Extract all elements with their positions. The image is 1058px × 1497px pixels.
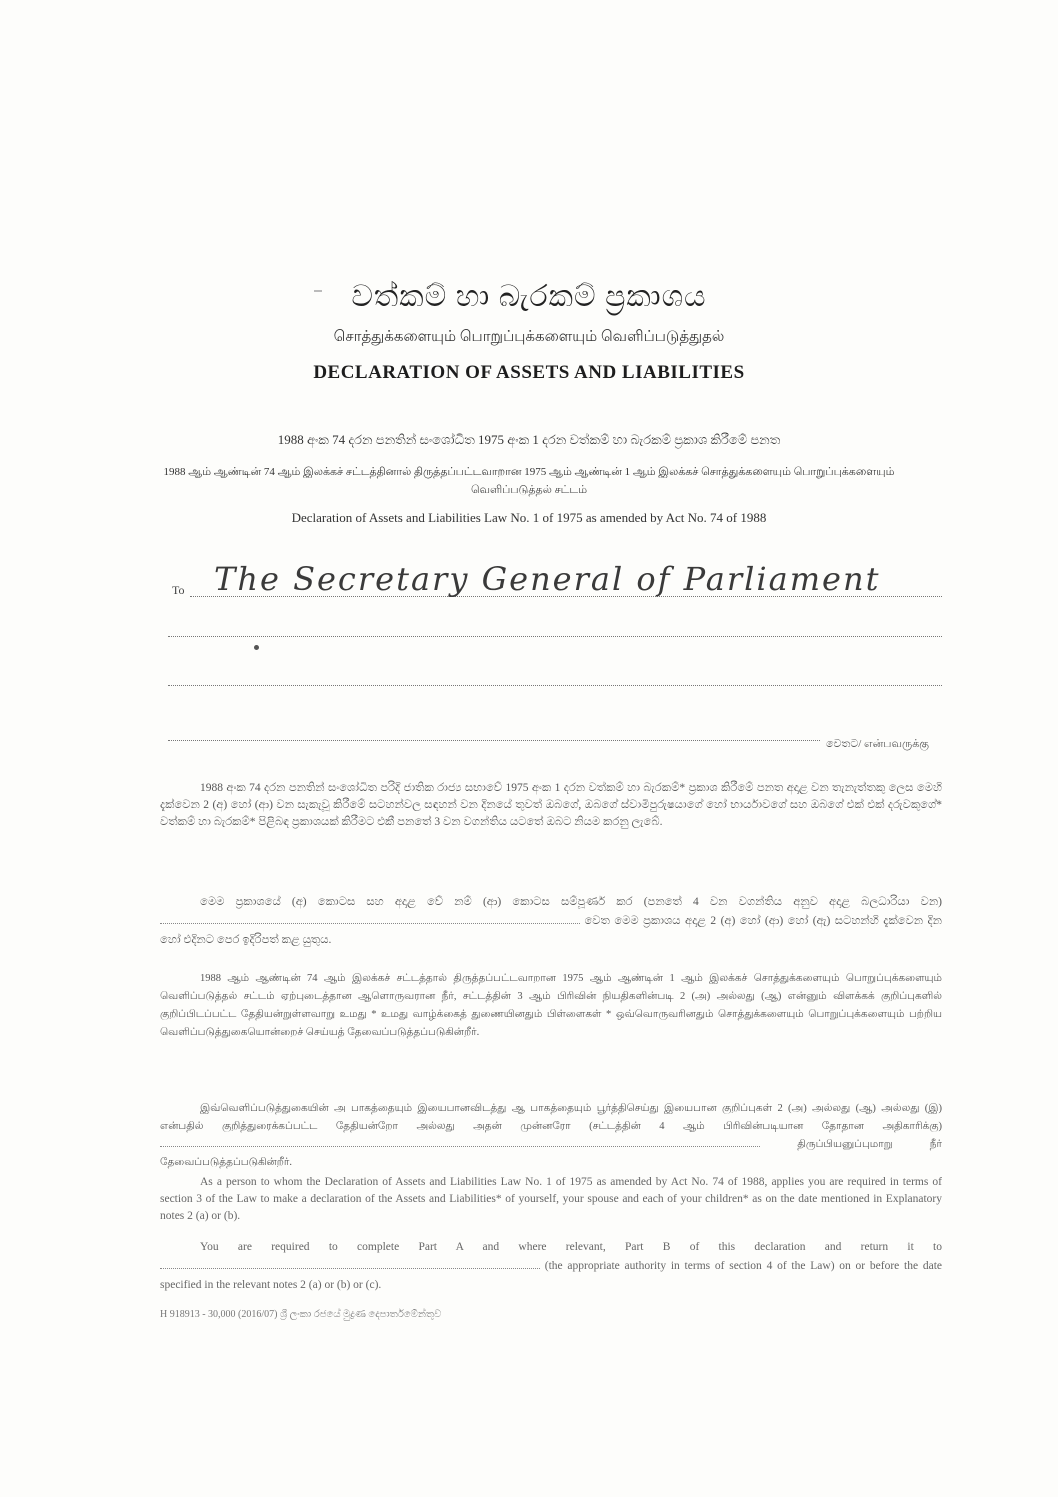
paragraph-tamil-2-part1: இவ்வெளிப்படுத்துகையின் அ பாகத்தையும் இயைபானவிடத்து ஆ பாகத்தையும் பூர்த்திசெய்து இயைபான குறிப்புகள் 2 (அ) அல்லது (ஆ) அல்லது (இ) என்பதில் குறித்துரைக்கப்பட்ட தேதியன்றோ அல்லது அதன் முன்னரோ (சட்டத்தின் 4 ஆம் பிரிவின்படியான தோதான அதிகாரிக்கு) [160,1103,942,1132]
to-label: To [172,583,185,597]
authority-line-sinhala[interactable] [160,923,580,924]
paragraph-sinhala-2 [160,893,942,950]
paragraph-sinhala-1: 1988 අංක 74 දරන පනතින් සංශෝධිත පරිදි ජාතික රාජ්‍ය සභාවේ 1975 අංක 1 දරන වත්කම් හා බැරකම්* ප්‍රකාශ කිරීමේ පනත අදාළ වන තැනැත්තකු ලෙස මෙහි දැක්වෙන 2 (අ) හෝ (ආ) වන සැකැවූ කිරීමේ සටහන්වල සඳහන් වන දිනයේ තුවත් ඔබගේ, ඔබගේ ස්වාමිපුරුෂයාගේ හෝ භාර්යාවගේ සහ ඔබගේ එක් එක් දරුවකුගේ* වත්කම් හා බැරකම්* පිළිබඳ ප්‍රකාශයක් කිරීමට එකී පනතේ 3 වන වගන්තිය යටතේ ඔබට නියම කරනු ලැබේ. [160,782,942,828]
paragraph-tamil-2 [160,1100,942,1172]
authority-line-english[interactable] [160,1268,540,1269]
address-line-4[interactable] [168,740,820,741]
law-reference-sinhala: 1988 අංක 74 දරන පනතින් සංශෝධිත 1975 අංක 1 දරන වත්කම් හා බැරකම් ප්‍රකාශ කිරීමේ පනත [277,432,781,447]
law-reference-tamil-line2: வெளிப்படுத்தல் சட்டம் [470,484,588,496]
title-tamil: சொத்துக்களையும் பொறுப்புக்களையும் வெளிப்படுத்துதல் [333,329,725,345]
paragraph-english-2 [160,1238,942,1295]
printer-imprint: H 918913 - 30,000 (2016/07) ශ්‍රී ලංකා රජයේ මුද්‍රණ දෙපාර්තමේන්තුව [160,1309,442,1320]
law-reference-tamil-line1: 1988 ஆம் ஆண்டின் 74 ஆம் இலக்கச் சட்டத்தினால் திருத்தப்பட்டவாறான 1975 ஆம் ஆண்டின் 1 ஆம் இலக்கச் சொத்துக்களையும் பொறுப்புக்களையும் [163,466,895,478]
paragraph-sinhala-2-part1: මෙම ප්‍රකාශයේ (අ) කොටස සහ අදාළ වේ නම් (ආ) කොටස සම්පූර්ණ කර (පනතේ 4 වන වගන්තිය අනුව අදාළ බලධාරියා වන) [200,896,942,908]
paragraph-tamil-1: 1988 ஆம் ஆண்டின் 74 ஆம் இலக்கச் சட்டத்தால் திருத்தப்பட்டவாறான 1975 ஆம் ஆண்டின் 1 ஆம் இலக்கச் சொத்துக்களையும் பொறுப்புக்களையும் வெளிப்படுத்தல் சட்டம் ஏற்புடைத்தான ஆளொருவரான நீர், சட்டத்தின் 3 ஆம் பிரிவின் நியதிகளின்படி 2 (அ) அல்லது (ஆ) என்னும் விளக்கக் குறிப்புகளில் குறிப்பிடப்பட்ட தேதியன்றுள்ளவாறு உமது * உமது வாழ்க்கைத் துணையினதும் பிள்ளைகள் * ஒவ்வொருவரினதும் சொத்துக்களையும் பொறுப்புக்களையும் பற்றிய வெளிப்படுத்துகையொன்றைச் செய்யத் தேவைப்படுத்தப்படுகின்றீர். [160,973,942,1038]
paragraph-english-2-part2: (the appropriate authority in terms of section 4 of the Law) on or before the date specified in the relevant notes 2 (a) or (b) or (c). [160,1260,943,1291]
paragraph-sinhala-2-part2: වෙත මෙම ප්‍රකාශය අදාළ 2 (අ) හෝ (ආ) හෝ (ඇ) සටහන්හි දැක්වෙන දින හෝ එදිනට පෙර ඉදිරිපත් කළ යුතුය. [160,915,942,946]
scan-dot [254,645,259,650]
handwritten-addressee: The Secretary General of Parliament [214,560,881,598]
paragraph-english-2-part1: You are required to complete Part A and where relevant, Part B of this declaration and return it to [200,1241,942,1253]
authority-line-tamil[interactable] [160,1146,760,1147]
address-suffix-label: වෙතට/ என்பவருக்கு [826,738,929,750]
paragraph-tamil-2-part2: திருப்பியனுப்புமாறு நீர் தேவைப்படுத்தப்படுகின்றீர். [160,1139,942,1168]
paragraph-english-1: As a person to whom the Declaration of Assets and Liabilities Law No. 1 of 1975 as amended by Act No. 74 of 1988, applies you are required in terms of section 3 of the Law to make a declaration of the Assets and Liabilities* of yourself, your spouse and each of your children* as on the date mentioned in Explanatory notes 2 (a) or (b). [160,1176,942,1222]
title-english: DECLARATION OF ASSETS AND LIABILITIES [313,362,745,383]
law-reference-english: Declaration of Assets and Liabilities Law No. 1 of 1975 as amended by Act No. 74 of 1988 [291,510,767,525]
address-line-2[interactable] [168,636,942,637]
address-line-3[interactable] [168,685,942,686]
title-sinhala: වත්කම් හා බැරකම් ප්‍රකාශය [351,280,707,313]
